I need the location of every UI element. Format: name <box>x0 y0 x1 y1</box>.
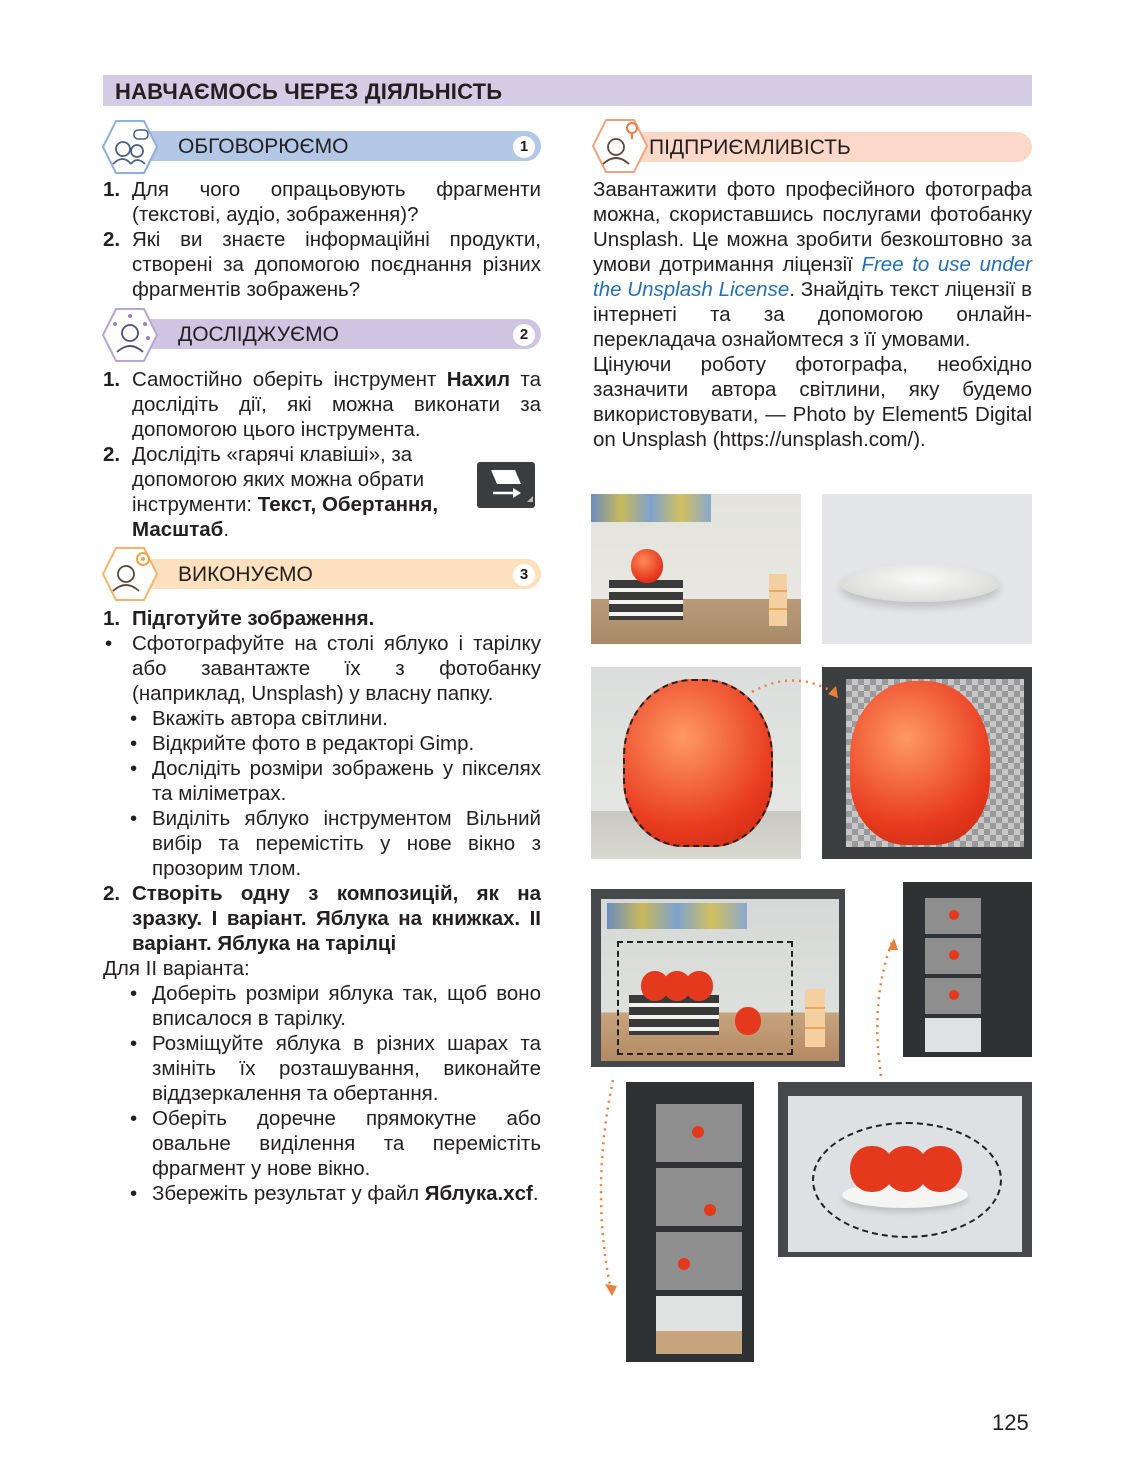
enterprise-paragraph-1: Завантажити фото професійного фотографа можна, скориставшись послугами фотобанку Unsplash. Це можна зробити безкоштовно за умови дотримання ліцензії Free to use under the Unsplash License. Знайдіть текст ліцензії в інтернеті та за допомогою онлайн-перекладача ознайомтеся з її умовами. <box>593 178 1033 351</box>
list-item: 1. Самостійно оберіть інструмент Нахил та дослідіть дії, які можна виконати за допомогою цього інструмента. <box>103 368 541 441</box>
list-item: • Відкрийте фото в редакторі Gimp. <box>130 732 475 755</box>
list-item: • Оберіть доречне прямокутне або овальне виділення та перемістіть фрагмент у нове вікно. <box>130 1107 541 1180</box>
research-number: 2 <box>513 324 535 346</box>
list-item: • Виділіть яблуко інструментом Вільний вибір та перемістіть у нове вікно з прозорим тлом. <box>130 807 541 880</box>
list-item: 2. Дослідіть «гарячі клавіші», за допомогою яких можна обрати інструменти: Текст, Обертання, Масштаб. <box>103 443 439 541</box>
list-item: 1. Підготуйте зображення. <box>103 607 375 630</box>
variant-label: Для ІІ варіанта: <box>103 957 250 980</box>
research-title: ДОСЛІДЖУЄМО <box>178 323 339 346</box>
discuss-title: ОБГОВОРЮЄМО <box>178 135 349 158</box>
banner-title: НАВЧАЄМОСЬ ЧЕРЕЗ ДІЯЛЬНІСТЬ <box>115 79 503 104</box>
discuss-number: 1 <box>513 136 535 158</box>
enterprise-title: ПІДПРИЄМЛИВІСТЬ <box>649 136 851 159</box>
list-item: 1. Для чого опрацьовують фрагменти (текстові, аудіо, зображення)? <box>103 178 541 226</box>
list-item: 2. Які ви знаєте інформаційні продукти, створені за допомогою поєднання різних фрагментів зображень? <box>103 228 541 301</box>
list-item: • Доберіть розміри яблука так, щоб воно вписалося в тарілку. <box>130 982 541 1030</box>
enterprise-paragraph-2: Цінуючи роботу фотографа, необхідно зазначити автора світлини, яку будемо використовувати, — Photo by Element5 Digital on Unsplash (https://unsplash.com/). <box>593 353 1032 451</box>
do-title: ВИКОНУЄМО <box>178 563 313 586</box>
page-number: 125 <box>992 1410 1029 1435</box>
list-item: • Збережіть результат у файл Яблука.xcf. <box>130 1182 539 1205</box>
list-item: • Вкажіть автора світлини. <box>130 707 388 730</box>
list-item: • Дослідіть розміри зображень у пікселях та міліметрах. <box>130 757 541 805</box>
do-number: 3 <box>513 564 535 586</box>
list-item: • Сфотографуйте на столі яблуко і тарілку або завантажте їх з фотобанку (наприклад, Unsplash) у власну папку. <box>105 632 541 705</box>
list-item: • Розміщуйте яблука в різних шарах та змініть їх розташування, виконайте віддзеркалення та обертання. <box>130 1032 541 1105</box>
list-item: 2. Створіть одну з композицій, як на зразку. І варіант. Яблука на книжках. ІІ варіант. Яблука на тарілці <box>103 882 541 955</box>
license-link[interactable]: Free to use under the Unsplash License <box>593 253 1032 301</box>
